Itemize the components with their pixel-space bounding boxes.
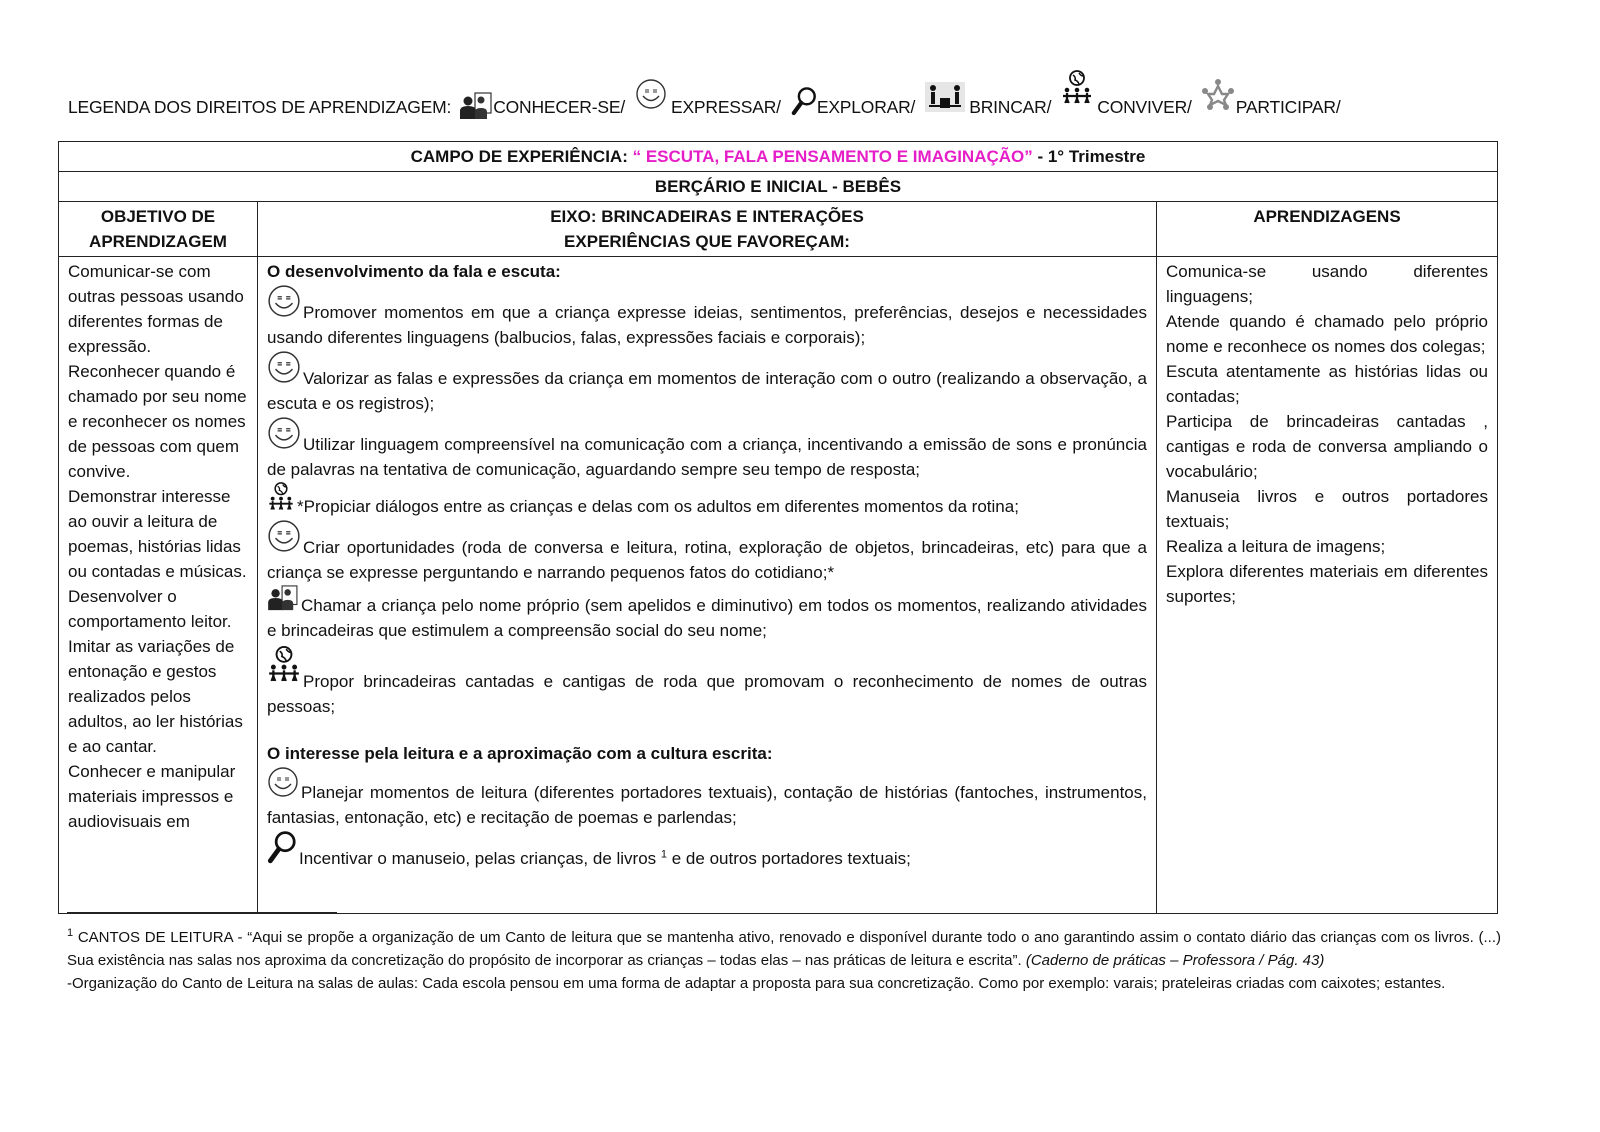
globe-people-icon xyxy=(1061,70,1093,106)
smiley-icon xyxy=(267,416,301,457)
legend-item-conhecer-se: CONHECER-SE/ xyxy=(459,92,629,120)
experiencias-cell xyxy=(258,257,1157,914)
people-mirror-icon xyxy=(267,585,299,618)
globe-people-icon xyxy=(267,643,301,694)
section-title: O desenvolvimento da fala e escuta: xyxy=(267,262,561,281)
smiley-icon xyxy=(267,350,301,391)
aprendizagem-item: Manuseia livros e outros portadores textuais; xyxy=(1166,487,1488,531)
objetivo-item: Desenvolver o comportamento leitor. xyxy=(68,587,232,631)
footnote-marker: 1 xyxy=(67,927,74,939)
legend-item-participar: PARTICIPAR/ xyxy=(1200,78,1345,120)
objetivo-item: Demonstrar interesse ao ouvir a leitura de poemas, histórias lidas ou contadas e músicas. xyxy=(68,487,247,581)
objetivo-item: Conhecer e manipular materiais impressos e audiovisuais em xyxy=(68,762,236,831)
curriculum-table xyxy=(58,141,1498,914)
aprendizagens-header: APRENDIZAGENS xyxy=(1157,202,1498,257)
footnote-ref[interactable]: 1 xyxy=(660,848,668,861)
legend-item-brincar: BRINCAR/ xyxy=(925,82,1055,120)
magnifier-icon xyxy=(267,830,297,871)
aprendizagem-item: Realiza a leitura de imagens; xyxy=(1166,537,1386,556)
aprendizagem-item: Escuta atentamente as histórias lidas ou contadas; xyxy=(1166,362,1488,406)
smiley-icon xyxy=(635,78,667,110)
experience-item: Promover momentos em que a criança expresse ideias, sentimentos, preferências, desejos e necessidades usando diferentes linguagens (balbucios, falas, expressões faciais e corporais); xyxy=(267,284,1147,350)
people-circle-icon xyxy=(1200,78,1236,114)
legend-title: LEGENDA DOS DIREITOS DE APRENDIZAGEM: xyxy=(68,97,452,117)
legend-item-conviver: CONVIVER/ xyxy=(1061,70,1195,120)
objetivos-cell xyxy=(59,257,258,914)
experience-item: Valorizar as falas e expressões da criança em momentos de interação com o outro (realizando a observação, a escuta e os registros); xyxy=(267,350,1147,416)
aprendizagem-item: Participa de brincadeiras cantadas , cantigas e roda de conversa ampliando o vocabulário; xyxy=(1166,412,1488,481)
legend-item-expressar: EXPRESSAR/ xyxy=(635,78,785,120)
aprendizagem-item: Comunica-se usando diferentes linguagens; xyxy=(1166,262,1488,306)
footnote-text: $^1$ CANTOS DE LEITURA - “Aqui se propõe a organização de um Canto de leitura que se mantenha ativo, renovado e disponível durante todo o ano garantindo assim o contato diário das crianças com os livros. (...) Sua existência nas salas nos aproxima da concretização do propósito de incorporar as crianças – todas elas – nas práticas de leitura e escrita”. (Caderno de práticas – Professora / Pág. 43) xyxy=(67,927,1501,969)
experience-item: Propor brincadeiras cantadas e cantigas de roda que promovam o reconhecimento de nomes de outras pessoas; xyxy=(267,643,1147,719)
objetivo-item: Comunicar-se com outras pessoas usando diferentes formas de expressão. xyxy=(68,262,244,356)
experience-item: *Propiciar diálogos entre as crianças e delas com os adultos em diferentes momentos da rotina; xyxy=(267,482,1147,519)
campo-name: “ ESCUTA, FALA PENSAMENTO E IMAGINAÇÃO” xyxy=(632,147,1033,166)
magnifier-icon xyxy=(791,86,817,116)
footnote-note: -Organização do Canto de Leitura na salas de aulas: Cada escola pensou em uma forma de adaptar a proposta para sua concretização. Como por exemplo: varais; prateleiras criadas com caixotes; estantes. xyxy=(67,975,1446,992)
smiley-icon xyxy=(267,519,301,560)
section-title: O interesse pela leitura e a aproximação com a cultura escrita: xyxy=(267,744,773,763)
experience-item: Utilizar linguagem compreensível na comunicação com a criança, incentivando a emissão de sons e pronúncia de palavras na tentativa de comunicação, aguardando sempre seu tempo de resposta; xyxy=(267,416,1147,482)
objetivo-item: Imitar as variações de entonação e gestos realizados pelos adultos, ao ler histórias e ao cantar. xyxy=(68,637,243,756)
aprendizagem-item: Explora diferentes materiais em diferentes suportes; xyxy=(1166,562,1488,606)
objetivo-item: Reconhecer quando é chamado por seu nome e reconhecer os nomes de pessoas com quem convive. xyxy=(68,362,247,481)
eixo-header: EIXO: BRINCADEIRAS E INTERAÇÕES EXPERIÊNCIAS QUE FAVOREÇAM: xyxy=(258,202,1157,257)
aprendizagem-item: Atende quando é chamado pelo próprio nome e reconhece os nomes dos colegas; xyxy=(1166,312,1488,356)
footnote-divider xyxy=(67,912,337,913)
smiley-icon xyxy=(267,284,301,325)
footnote-citation: (Caderno de práticas – Professora / Pág. 43) xyxy=(1025,952,1325,969)
experience-item: Criar oportunidades (roda de conversa e leitura, rotina, exploração de objetos, brincadeiras, etc) para que a criança se expresse perguntando e narrando pequenos fatos do cotidiano;* xyxy=(267,519,1147,585)
smiley-icon xyxy=(267,766,299,805)
group-header: BERÇÁRIO E INICIAL - BEBÊS xyxy=(59,172,1498,202)
experience-item: Chamar a criança pelo nome próprio (sem apelidos e diminutivo) em todos os momentos, realizando atividades e brincadeiras que estimulem a compreensão social do seu nome; xyxy=(267,585,1147,643)
children-playing-icon xyxy=(925,82,965,112)
legend xyxy=(68,66,1344,120)
people-mirror-icon xyxy=(459,92,493,120)
campo-header: CAMPO DE EXPERIÊNCIA: “ ESCUTA, FALA PENSAMENTO E IMAGINAÇÃO” - 1° Trimestre xyxy=(59,142,1498,172)
aprendizagens-cell xyxy=(1157,257,1498,914)
experience-item: Planejar momentos de leitura (diferentes portadores textuais), contação de histórias (fantoches, instrumentos, fantasias, entonação, etc) e recitação de poemas e parlendas; xyxy=(267,766,1147,830)
experience-item: Incentivar o manuseio, pelas crianças, de livros $^1$ e de outros portadores textuais; xyxy=(267,830,1147,871)
objetivo-header: OBJETIVO DE APRENDIZAGEM xyxy=(59,202,258,257)
footnote xyxy=(67,926,1501,995)
globe-people-icon xyxy=(267,482,295,519)
legend-item-explorar: EXPLORAR/ xyxy=(791,86,919,120)
